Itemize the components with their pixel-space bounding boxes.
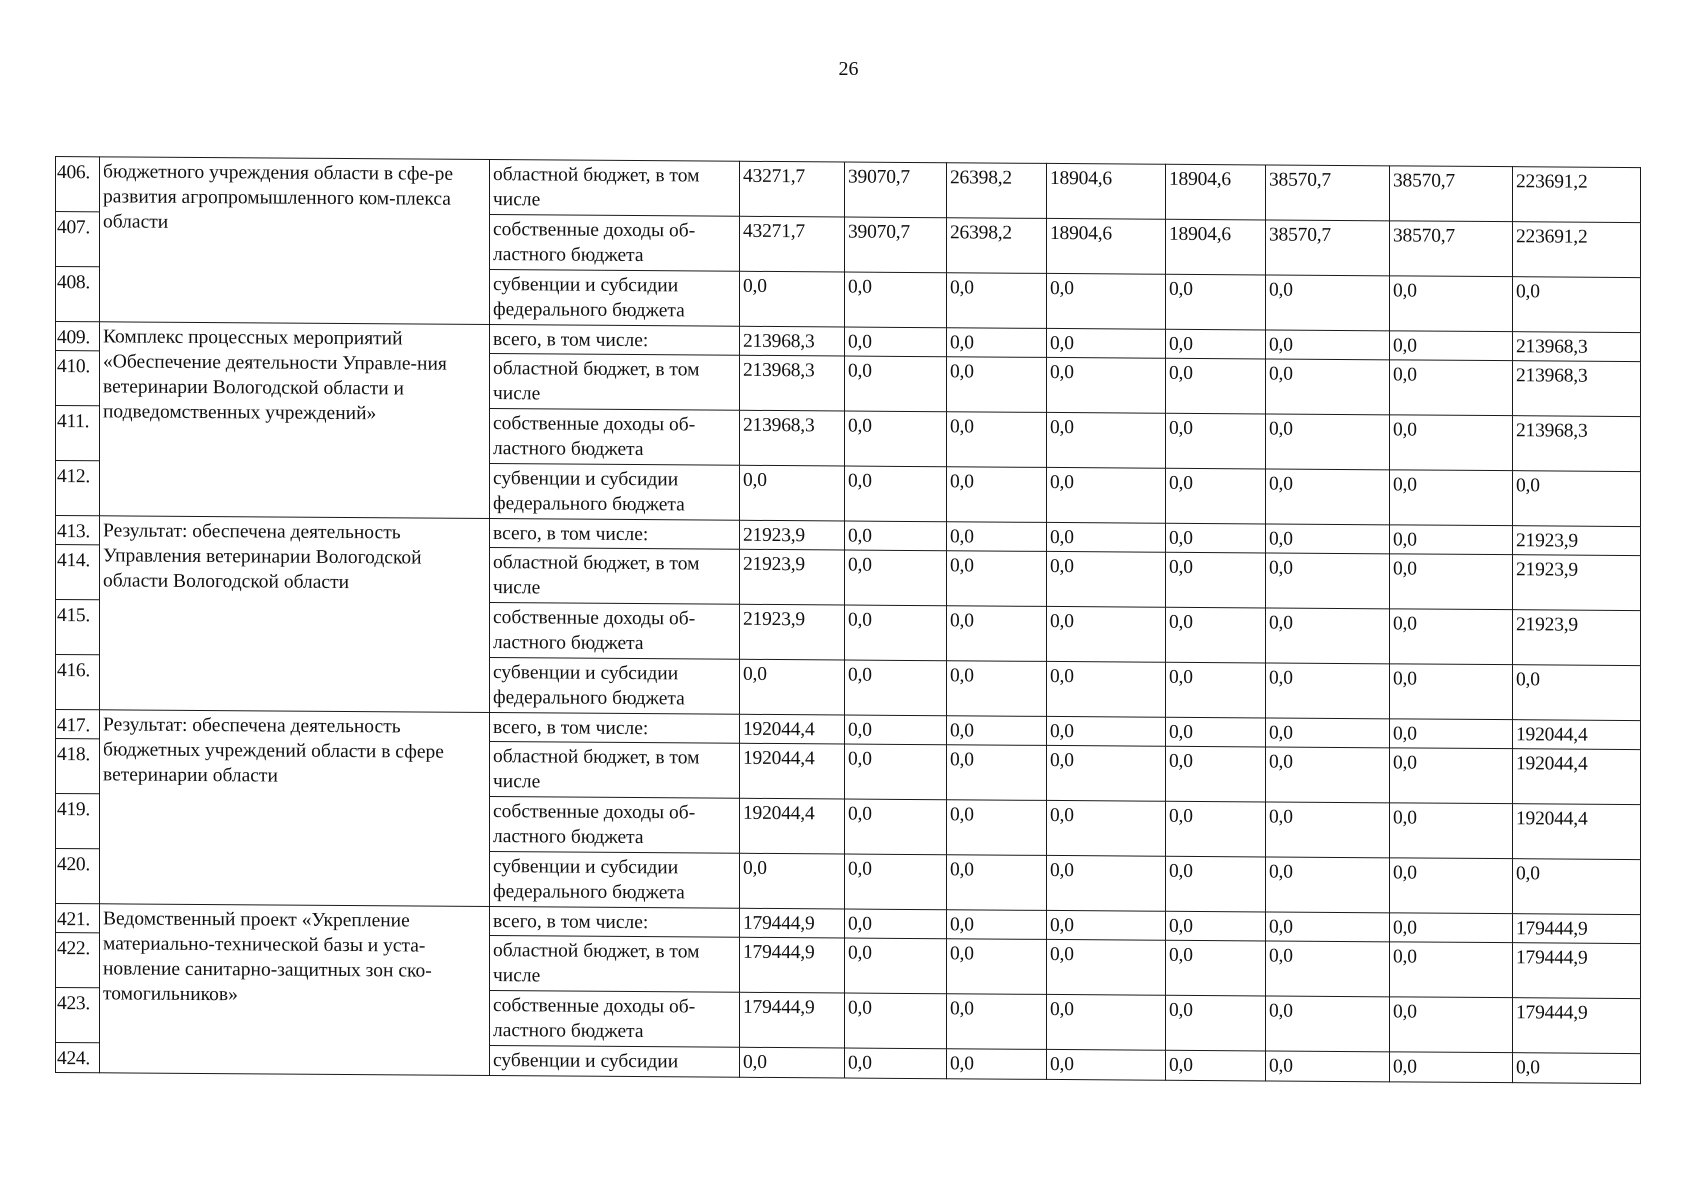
value-cell: 0,0 <box>845 993 947 1049</box>
value-cell: 0,0 <box>1266 330 1390 360</box>
value-cell: 0,0 <box>1166 552 1266 608</box>
value-cell: 0,0 <box>1047 412 1166 468</box>
value-cell: 0,0 <box>740 1047 845 1078</box>
value-cell: 0,0 <box>947 273 1047 329</box>
total-cell: 21923,9 <box>1513 526 1641 556</box>
total-cell: 0,0 <box>1513 1053 1641 1084</box>
total-cell: 192044,4 <box>1513 720 1641 750</box>
value-cell: 0,0 <box>1166 329 1266 359</box>
value-cell: 0,0 <box>845 660 947 716</box>
value-cell: 192044,4 <box>740 798 845 854</box>
value-cell: 0,0 <box>1166 911 1266 941</box>
value-cell: 0,0 <box>740 853 845 909</box>
value-cell: 0,0 <box>1266 718 1390 748</box>
funding-source-cell: собственные доходы об-ластного бюджета <box>490 603 740 660</box>
value-cell: 0,0 <box>947 522 1047 552</box>
value-cell: 179444,9 <box>740 992 845 1048</box>
value-cell: 0,0 <box>1266 414 1390 470</box>
value-cell: 39070,7 <box>845 162 947 218</box>
value-cell: 0,0 <box>1166 662 1266 718</box>
funding-source-cell: субвенции и субсидии федерального бюджета <box>490 270 740 327</box>
value-cell: 0,0 <box>1166 717 1266 747</box>
total-cell: 213968,3 <box>1513 361 1641 417</box>
total-cell: 21923,9 <box>1513 610 1641 666</box>
value-cell: 0,0 <box>947 661 1047 717</box>
value-cell: 0,0 <box>1166 746 1266 802</box>
value-cell: 0,0 <box>1390 609 1513 665</box>
row-number: 417. <box>56 710 100 739</box>
value-cell: 179444,9 <box>740 937 845 993</box>
value-cell: 0,0 <box>1266 553 1390 609</box>
value-cell: 0,0 <box>845 909 947 939</box>
row-number: 411. <box>56 406 100 461</box>
row-number: 416. <box>56 655 100 710</box>
value-cell: 0,0 <box>1390 525 1513 555</box>
value-cell: 0,0 <box>947 1049 1047 1080</box>
value-cell: 39070,7 <box>845 217 947 273</box>
value-cell: 0,0 <box>1166 940 1266 996</box>
row-number: 407. <box>56 212 100 267</box>
value-cell: 26398,2 <box>947 218 1047 274</box>
value-cell: 0,0 <box>1047 467 1166 523</box>
value-cell: 0,0 <box>1390 719 1513 749</box>
funding-source-cell: всего, в том числе: <box>490 907 740 938</box>
funding-source-cell: субвенции и субсидии федерального бюджета <box>490 658 740 715</box>
row-number: 414. <box>56 545 100 600</box>
value-cell: 0,0 <box>1266 275 1390 331</box>
value-cell: 0,0 <box>845 466 947 522</box>
value-cell: 0,0 <box>1047 551 1166 607</box>
value-cell: 192044,4 <box>740 714 845 744</box>
value-cell: 0,0 <box>1390 276 1513 332</box>
item-name-cell: Результат: обеспечена деятельность бюджетных учреждений области в сфере ветеринарии области <box>100 710 490 907</box>
row-number: 406. <box>56 157 100 212</box>
value-cell: 0,0 <box>740 659 845 715</box>
value-cell: 0,0 <box>947 939 1047 995</box>
value-cell: 21923,9 <box>740 604 845 660</box>
funding-source-cell: субвенции и субсидии федерального бюджета <box>490 464 740 521</box>
total-cell: 179444,9 <box>1513 998 1641 1054</box>
value-cell: 0,0 <box>1047 910 1166 940</box>
funding-source-cell: областной бюджет, в том числе <box>490 354 740 411</box>
value-cell: 0,0 <box>1166 413 1266 469</box>
value-cell: 0,0 <box>1390 942 1513 998</box>
value-cell: 213968,3 <box>740 326 845 356</box>
value-cell: 0,0 <box>947 467 1047 523</box>
value-cell: 18904,6 <box>1047 163 1166 219</box>
row-number: 408. <box>56 267 100 322</box>
budget-table <box>55 156 1641 1084</box>
value-cell: 0,0 <box>845 854 947 910</box>
value-cell: 0,0 <box>845 1048 947 1079</box>
value-cell: 0,0 <box>1047 716 1166 746</box>
value-cell: 18904,6 <box>1166 219 1266 275</box>
row-number: 418. <box>56 739 100 794</box>
funding-source-cell: собственные доходы об-ластного бюджета <box>490 797 740 854</box>
value-cell: 0,0 <box>1390 913 1513 943</box>
funding-source-cell: собственные доходы об-ластного бюджета <box>490 991 740 1048</box>
value-cell: 0,0 <box>1047 745 1166 801</box>
value-cell: 18904,6 <box>1166 164 1266 220</box>
total-cell: 223691,2 <box>1513 222 1641 278</box>
value-cell: 0,0 <box>1390 331 1513 361</box>
total-cell: 0,0 <box>1513 277 1641 333</box>
value-cell: 0,0 <box>947 716 1047 746</box>
value-cell: 0,0 <box>1266 1051 1390 1082</box>
funding-source-cell: всего, в том числе: <box>490 325 740 356</box>
row-number: 420. <box>56 849 100 904</box>
value-cell: 0,0 <box>1266 747 1390 803</box>
value-cell: 0,0 <box>1390 664 1513 720</box>
value-cell: 0,0 <box>947 855 1047 911</box>
value-cell: 0,0 <box>1266 524 1390 554</box>
funding-source-cell: субвенции и субсидии федерального бюджета <box>490 852 740 909</box>
value-cell: 0,0 <box>1047 994 1166 1050</box>
value-cell: 0,0 <box>845 938 947 994</box>
value-cell: 0,0 <box>1166 1050 1266 1081</box>
value-cell: 0,0 <box>1166 468 1266 524</box>
value-cell: 192044,4 <box>740 743 845 799</box>
value-cell: 0,0 <box>1390 997 1513 1053</box>
funding-source-cell: собственные доходы об-ластного бюджета <box>490 409 740 466</box>
value-cell: 0,0 <box>1390 470 1513 526</box>
row-number: 413. <box>56 516 100 545</box>
value-cell: 0,0 <box>1390 803 1513 859</box>
table-row <box>56 157 1641 223</box>
value-cell: 0,0 <box>947 994 1047 1050</box>
value-cell: 43271,7 <box>740 216 845 272</box>
value-cell: 0,0 <box>1390 748 1513 804</box>
item-name-cell: Результат: обеспечена деятельность Управления ветеринарии Вологодской области Вологодской области <box>100 516 490 713</box>
value-cell: 179444,9 <box>740 908 845 938</box>
value-cell: 213968,3 <box>740 355 845 411</box>
funding-source-cell: собственные доходы об-ластного бюджета <box>490 215 740 272</box>
row-number: 422. <box>56 933 100 988</box>
value-cell: 0,0 <box>1266 912 1390 942</box>
total-cell: 223691,2 <box>1513 167 1641 223</box>
value-cell: 0,0 <box>1047 357 1166 413</box>
funding-source-cell: субвенции и субсидии <box>490 1046 740 1078</box>
row-number: 412. <box>56 461 100 516</box>
total-cell: 213968,3 <box>1513 332 1641 362</box>
funding-source-cell: областной бюджет, в том числе <box>490 160 740 217</box>
value-cell: 0,0 <box>1166 995 1266 1051</box>
row-number: 409. <box>56 322 100 351</box>
value-cell: 0,0 <box>947 412 1047 468</box>
value-cell: 0,0 <box>1166 358 1266 414</box>
value-cell: 0,0 <box>740 271 845 327</box>
value-cell: 0,0 <box>1166 856 1266 912</box>
row-number: 421. <box>56 904 100 933</box>
value-cell: 0,0 <box>1390 1052 1513 1083</box>
total-cell: 179444,9 <box>1513 943 1641 999</box>
value-cell: 0,0 <box>1047 1049 1166 1080</box>
value-cell: 0,0 <box>1390 858 1513 914</box>
value-cell: 0,0 <box>1047 522 1166 552</box>
value-cell: 0,0 <box>845 327 947 357</box>
value-cell: 0,0 <box>845 605 947 661</box>
total-cell: 21923,9 <box>1513 555 1641 611</box>
value-cell: 43271,7 <box>740 161 845 217</box>
value-cell: 0,0 <box>947 745 1047 801</box>
value-cell: 0,0 <box>740 465 845 521</box>
value-cell: 0,0 <box>1047 661 1166 717</box>
value-cell: 0,0 <box>1266 802 1390 858</box>
value-cell: 38570,7 <box>1390 221 1513 277</box>
value-cell: 0,0 <box>947 606 1047 662</box>
total-cell: 213968,3 <box>1513 416 1641 472</box>
row-number: 423. <box>56 988 100 1043</box>
total-cell: 192044,4 <box>1513 749 1641 805</box>
value-cell: 0,0 <box>947 910 1047 940</box>
total-cell: 0,0 <box>1513 665 1641 721</box>
value-cell: 21923,9 <box>740 549 845 605</box>
value-cell: 0,0 <box>845 356 947 412</box>
value-cell: 0,0 <box>1166 607 1266 663</box>
item-name-cell: Комплекс процессных мероприятий «Обеспечение деятельности Управле-ния ветеринарии Вологодской области и подведомственных учреждений» <box>100 322 490 519</box>
funding-source-cell: всего, в том числе: <box>490 519 740 550</box>
value-cell: 0,0 <box>845 521 947 551</box>
value-cell: 0,0 <box>947 328 1047 358</box>
row-number: 419. <box>56 794 100 849</box>
value-cell: 21923,9 <box>740 520 845 550</box>
value-cell: 0,0 <box>1266 469 1390 525</box>
value-cell: 0,0 <box>1047 939 1166 995</box>
row-number: 424. <box>56 1043 100 1073</box>
value-cell: 0,0 <box>1047 606 1166 662</box>
funding-source-cell: областной бюджет, в том числе <box>490 742 740 799</box>
value-cell: 0,0 <box>845 799 947 855</box>
total-cell: 0,0 <box>1513 471 1641 527</box>
value-cell: 0,0 <box>845 411 947 467</box>
value-cell: 0,0 <box>947 357 1047 413</box>
value-cell: 0,0 <box>1390 415 1513 471</box>
funding-source-cell: областной бюджет, в том числе <box>490 548 740 605</box>
value-cell: 0,0 <box>947 800 1047 856</box>
total-cell: 192044,4 <box>1513 804 1641 860</box>
funding-source-cell: областной бюджет, в том числе <box>490 936 740 993</box>
value-cell: 0,0 <box>1166 274 1266 330</box>
value-cell: 0,0 <box>947 551 1047 607</box>
row-number: 410. <box>56 351 100 406</box>
page-number: 26 <box>838 58 859 80</box>
value-cell: 0,0 <box>1166 801 1266 857</box>
value-cell: 0,0 <box>1047 800 1166 856</box>
value-cell: 38570,7 <box>1266 165 1390 221</box>
value-cell: 0,0 <box>845 550 947 606</box>
row-number: 415. <box>56 600 100 655</box>
value-cell: 0,0 <box>1266 941 1390 997</box>
value-cell: 38570,7 <box>1266 220 1390 276</box>
funding-source-cell: всего, в том числе: <box>490 713 740 744</box>
value-cell: 26398,2 <box>947 163 1047 219</box>
value-cell: 0,0 <box>1390 360 1513 416</box>
value-cell: 0,0 <box>845 272 947 328</box>
value-cell: 0,0 <box>845 715 947 745</box>
value-cell: 0,0 <box>1266 857 1390 913</box>
value-cell: 0,0 <box>1047 328 1166 358</box>
value-cell: 0,0 <box>1166 523 1266 553</box>
value-cell: 0,0 <box>845 744 947 800</box>
value-cell: 38570,7 <box>1390 166 1513 222</box>
value-cell: 0,0 <box>1266 996 1390 1052</box>
value-cell: 0,0 <box>1266 663 1390 719</box>
total-cell: 0,0 <box>1513 859 1641 915</box>
value-cell: 213968,3 <box>740 410 845 466</box>
value-cell: 0,0 <box>1266 359 1390 415</box>
item-name-cell: Ведомственный проект «Укрепление материально-технической базы и уста-новление санитарно-защитных зон ско-томогильников» <box>100 904 490 1076</box>
total-cell: 179444,9 <box>1513 914 1641 944</box>
value-cell: 0,0 <box>1266 608 1390 664</box>
value-cell: 0,0 <box>1390 554 1513 610</box>
item-name-cell: бюджетного учреждения области в сфе-ре развития агропромышленного ком-плекса области <box>100 157 490 325</box>
value-cell: 0,0 <box>1047 273 1166 329</box>
value-cell: 18904,6 <box>1047 218 1166 274</box>
value-cell: 0,0 <box>1047 855 1166 911</box>
